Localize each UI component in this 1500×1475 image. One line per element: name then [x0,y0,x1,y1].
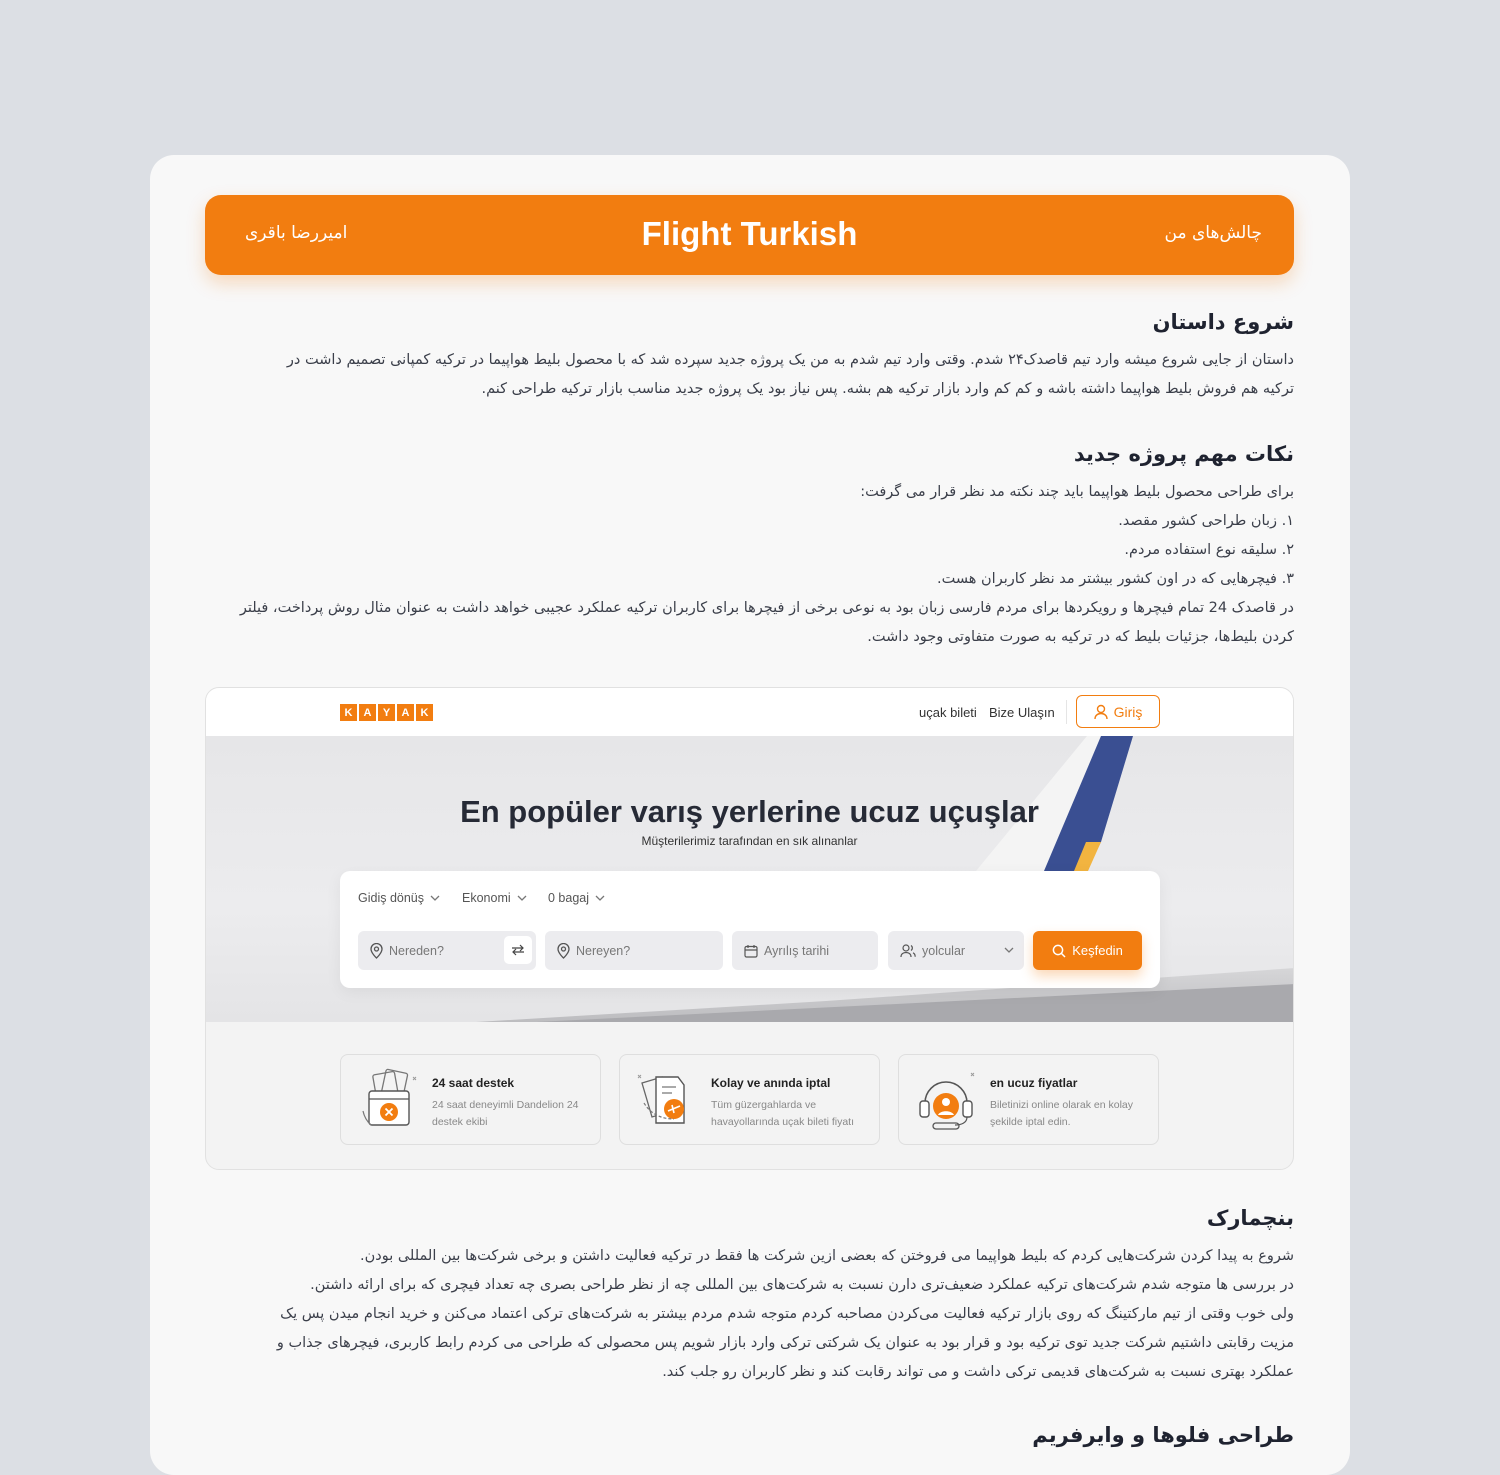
notes-line: ۲. سلیقه نوع استفاده مردم. [1124,542,1294,558]
search-icon [1052,944,1066,958]
feature-card-cancellation [619,1054,880,1145]
notes-heading: نکات مهم پروژه جدید [1073,442,1294,466]
case-study-card [150,155,1350,1475]
feature-title: en ucuz fiyatlar [990,1076,1078,1090]
origin-input[interactable] [358,931,536,970]
story-line: ترکیه هم فروش بلیط هواپیما داشته باشه و کم کم وارد بازار ترکیه هم بشه. پس نیاز بود یک پروژه جدید مناسب بازار ترکیه طراحی کنم. [481,381,1294,397]
support-calendar-icon [355,1067,421,1133]
headset-agent-icon [913,1067,979,1133]
header-bar [205,195,1294,275]
chevron-down-icon [595,895,605,901]
departure-date-input[interactable] [732,931,878,970]
swap-button[interactable] [504,936,532,964]
benchmark-line: ولی خوب وقتی از تیم مارکتینگ که روی بازار ترکیه فعالیت می‌کردن مصاحبه کردم متوجه شدم مردم بیشتر به شرکت‌های ترکی اعتماد می‌کنن و خرید انجام میدن پس یک [280,1306,1294,1322]
next-section-heading: طراحی فلوها و وایرفریم [1032,1423,1294,1447]
next-section [205,1423,1294,1447]
login-label: Giriş [1113,703,1143,720]
benchmark-heading: بنچمارک [1206,1206,1294,1230]
search-button[interactable] [1033,931,1142,970]
feature-card-support [340,1054,601,1145]
cabin-class-select[interactable] [462,891,527,905]
feature-title: Kolay ve anında iptal [711,1076,831,1090]
notes-section [205,442,1294,652]
story-line: داستان از جایی شروع میشه وارد تیم قاصدک۲۴ شدم. وقتی وارد تیم شدم به من یک پروژه جدید سپرده شد که با محصول بلیط هواپیما در ترکیه کمپانی تصمیم داشت در [286,352,1294,368]
story-section [205,310,1294,404]
logo-letter: K [340,704,357,721]
author-name[interactable]: امیررضا باقری [245,223,348,243]
logo-letter: A [359,704,376,721]
story-text [205,346,1294,404]
user-icon [1094,704,1108,720]
mockup-navbar [206,688,1293,736]
notes-line: کردن بلیط‌ها، جزئیات بلیط که در ترکیه به صورت متفاوتی وجود داشت. [867,629,1294,645]
destination-placeholder: Nereyen? [576,943,631,958]
benchmark-line: مزیت رقابتی داشتیم شرکت جدید توی ترکیه بود و قرار بود به عنوان یک شرکتی ترکی وارد بازار شویم پس محصولی که طراحی می کردم رابط کاربری، فیچرهای جذاب و [276,1335,1294,1351]
nav-contact[interactable]: Bize Ulaşın [989,705,1055,720]
notes-line: برای طراحی محصول بلیط هواپیما باید چند نکته مد نظر قرار می گرفت: [860,484,1294,500]
feature-description: Tüm güzergahlarda ve havayollarında uçak bileti fiyatı [711,1099,854,1128]
swap-arrows-icon [511,944,525,956]
notes-line: در قاصدک 24 تمام فیچرها و رویکردها برای مردم فارسی زبان بود به نوعی برخی از فیچرها برای کاربران ترکیه عملکرد عجیبی خواهد داشت به عنوان مثال روش پرداخت، فیلتر [239,600,1294,616]
trip-type-select[interactable] [358,891,440,905]
hero-subtitle: Müşterilerimiz tarafından en sık alınanlar [641,834,858,848]
benchmark-line: در بررسی ها متوجه شدم شرکت‌های ترکیه عملکرد ضعیف‌تری دارن نسبت به شرکت‌های بین المللی چه از نظر طراحی بصری چه تعداد فیچری که برای ارائه داشتن. [310,1277,1294,1293]
notes-line: ۱. زبان طراحی کشور مقصد. [1118,513,1294,529]
trip-type-value: Gidiş dönüş [358,891,425,905]
hero-title: En popüler varış yerlerine ucuz uçuşlar [460,794,1039,829]
baggage-value: 0 bagaj [548,891,590,905]
baggage-select[interactable] [548,891,605,905]
logo-letter: Y [378,704,395,721]
origin-placeholder: Nereden? [389,943,444,958]
logo-letter: A [397,704,414,721]
passengers-select[interactable] [888,931,1024,970]
benchmark-line: شروع به پیدا کردن شرکت‌هایی کردم که بلیط هواپیما می فروختن که بعضی ازین شرکت ها فقط در ترکیه فعالیت داشتن و برخی شرکت‌ها بین المللی بودن. [360,1248,1294,1264]
ticket-plane-icon [634,1067,700,1133]
chevron-down-icon [1004,947,1014,953]
kayak-mockup [205,687,1294,1170]
location-pin-icon [557,943,570,959]
feature-description: 24 saat deneyimli Dandelion 24 destek ekibi [432,1099,579,1128]
calendar-icon [744,944,758,958]
benchmark-section [205,1206,1294,1387]
feature-card-cheapest [898,1054,1159,1145]
destination-input[interactable] [545,931,723,970]
location-pin-icon [370,943,383,959]
nav-divider [1066,700,1067,724]
my-challenges-link[interactable]: چالش‌های من [1164,223,1262,243]
passengers-icon [900,944,916,958]
departure-date-placeholder: Ayrılış tarihi [764,943,830,958]
passengers-value: yolcular [922,943,966,958]
feature-description: Biletinizi online olarak en kolay şekilde iptal edin. [990,1099,1133,1128]
notes-line: ۳. فیچرهایی که در اون کشور بیشتر مد نظر کاربران هست. [937,571,1294,587]
logo-letter: K [416,704,433,721]
notes-text [205,478,1294,652]
login-button[interactable] [1076,695,1160,728]
page-title: Flight Turkish [641,215,858,252]
feature-title: 24 saat destek [432,1076,515,1090]
story-heading: شروع داستان [1152,310,1294,334]
benchmark-text [205,1242,1294,1387]
cabin-class-value: Ekonomi [462,891,511,905]
nav-flight-ticket[interactable]: uçak bileti [919,705,977,720]
benchmark-line: عملکرد بهتری نسبت به شرکت‌های قدیمی ترکی داشت و می تواند رقابت کند و نظر کاربران رو جلب کند. [662,1364,1294,1380]
kayak-logo[interactable] [340,704,433,721]
chevron-down-icon [430,895,440,901]
chevron-down-icon [517,895,527,901]
search-button-label: Keşfedin [1072,943,1123,958]
flight-search-box [340,871,1160,988]
